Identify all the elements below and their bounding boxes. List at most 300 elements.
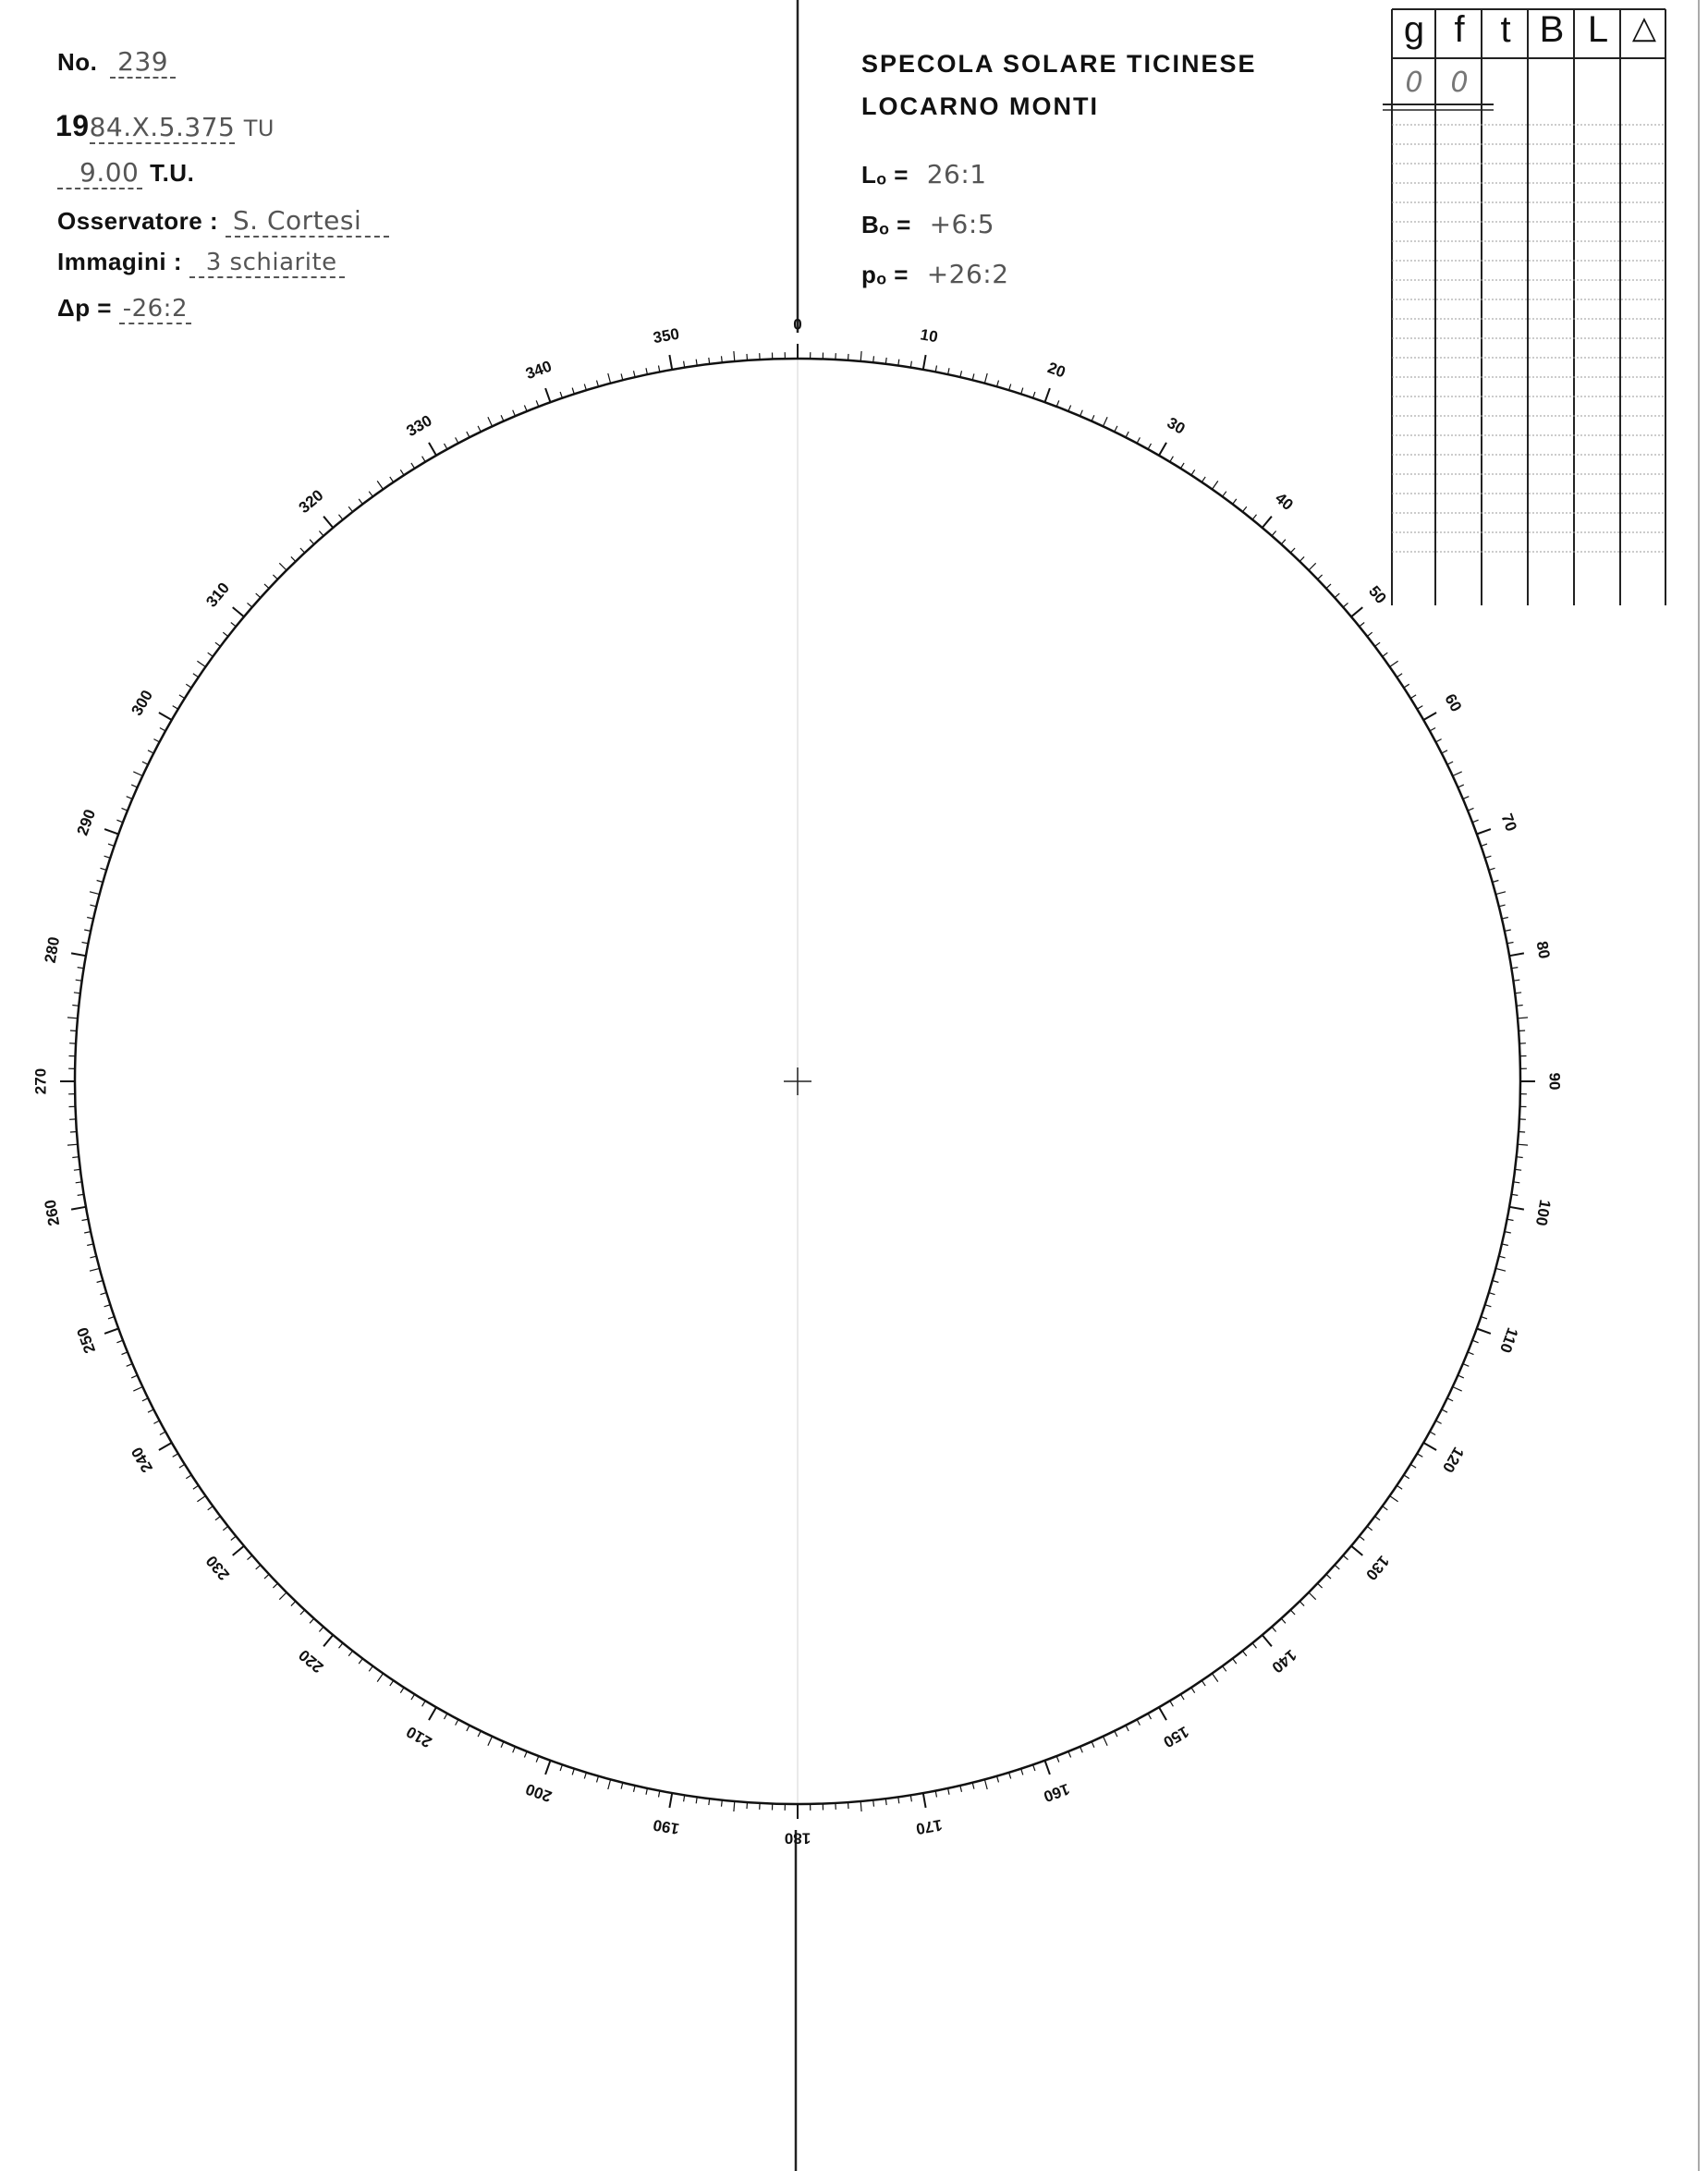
degree-label-60: 60 [1441, 690, 1466, 715]
degree-tick [1360, 1536, 1365, 1540]
degree-tick [1159, 1707, 1166, 1720]
degree-tick [1080, 1747, 1083, 1753]
degree-tick [948, 1788, 949, 1795]
degree-tick [1299, 1602, 1304, 1606]
degree-tick [848, 1802, 849, 1809]
table-header-l: L [1587, 9, 1609, 50]
degree-tick [179, 1464, 185, 1468]
degree-tick [456, 437, 458, 443]
degree-tick [1423, 713, 1436, 720]
degree-tick [634, 1786, 636, 1792]
degree-tick [133, 1387, 142, 1392]
degree-tick [501, 1741, 504, 1747]
delta-p-label: Δp = [57, 294, 112, 322]
degree-tick [1281, 540, 1286, 544]
degree-tick [90, 1268, 100, 1271]
degree-tick [456, 1720, 458, 1726]
degree-tick [1180, 1694, 1184, 1700]
degree-tick [1436, 739, 1442, 742]
degree-tick [90, 905, 96, 907]
degree-tick [1326, 584, 1331, 589]
degree-tick [923, 355, 926, 370]
degree-tick [1509, 953, 1524, 956]
degree-tick [1453, 1387, 1462, 1392]
degree-tick [1326, 1574, 1331, 1579]
degree-tick [1021, 1769, 1023, 1775]
degree-tick [1309, 1592, 1316, 1600]
degree-tick [1263, 517, 1272, 528]
degree-tick [1242, 506, 1246, 512]
degree-tick [1442, 1409, 1447, 1412]
degree-tick [1335, 1565, 1339, 1569]
degree-tick [422, 457, 426, 462]
degree-tick [215, 1517, 221, 1520]
degree-tick [1351, 1546, 1362, 1555]
degree-tick [1410, 1464, 1416, 1468]
degree-tick [1430, 728, 1435, 731]
degree-tick [1170, 1701, 1174, 1706]
degree-tick [467, 1726, 470, 1731]
degree-tick [1505, 930, 1511, 931]
degree-tick [1485, 856, 1492, 858]
degree-label-160: 160 [1041, 1779, 1072, 1806]
degree-tick [646, 368, 647, 374]
degree-tick [186, 1475, 191, 1479]
degree-tick [1477, 829, 1491, 834]
degree-tick [127, 797, 133, 799]
degree-tick [1033, 1764, 1035, 1771]
degree-tick [1383, 653, 1388, 656]
degree-tick [923, 1793, 926, 1808]
degree-label-280: 280 [41, 935, 64, 965]
degree-tick [1068, 406, 1071, 411]
degree-tick [369, 1666, 372, 1672]
degree-tick [1191, 1688, 1195, 1693]
degree-tick [323, 517, 333, 528]
degree-tick [1045, 1761, 1050, 1775]
degree-tick [197, 661, 205, 666]
degree-tick [1021, 388, 1023, 395]
degree-tick [193, 674, 199, 677]
date-value: 84.X.5.375 [89, 112, 236, 142]
degree-label-10: 10 [919, 325, 940, 347]
degree-tick [291, 556, 296, 561]
p0-label: pₒ = [861, 261, 909, 288]
degree-label-120: 120 [1438, 1444, 1468, 1476]
degree-tick [669, 1793, 672, 1808]
degree-tick [133, 772, 142, 776]
degree-tick [1442, 750, 1447, 753]
degree-label-180: 180 [784, 1829, 811, 1848]
degree-tick [131, 1375, 137, 1378]
degree-label-290: 290 [73, 807, 100, 838]
degree-tick [1447, 1398, 1453, 1401]
degree-tick [646, 1788, 647, 1795]
degree-tick [122, 1352, 128, 1355]
observatory-name: SPECOLA SOLARE TICINESE [861, 50, 1257, 78]
degree-label-260: 260 [41, 1198, 64, 1227]
degree-tick [400, 1688, 404, 1693]
degree-tick [467, 432, 470, 437]
degree-tick [248, 603, 252, 607]
degree-tick [524, 406, 527, 411]
degree-tick [173, 1454, 178, 1457]
degree-tick [1485, 1305, 1492, 1307]
degree-tick [323, 1635, 333, 1646]
degree-tick [87, 918, 93, 920]
degree-tick [1335, 593, 1339, 598]
degree-tick [1233, 499, 1237, 505]
degree-tick [90, 1256, 96, 1258]
table-header-b: B [1539, 9, 1565, 50]
degree-tick [84, 1232, 91, 1233]
degree-label-310: 310 [202, 579, 234, 611]
degree-tick [84, 930, 91, 931]
degree-label-270: 270 [31, 1067, 50, 1095]
degree-label-70: 70 [1497, 811, 1520, 834]
degree-tick [1404, 1475, 1409, 1479]
degree-label-90: 90 [1545, 1072, 1564, 1091]
degree-label-50: 50 [1365, 582, 1390, 607]
degree-tick [734, 1801, 735, 1811]
degree-tick [67, 1144, 78, 1145]
degree-tick [71, 1207, 86, 1210]
degree-tick [1390, 1496, 1398, 1502]
degree-tick [972, 373, 974, 380]
degree-tick [1495, 1268, 1506, 1271]
degree-tick [148, 750, 153, 753]
degree-label-250: 250 [73, 1324, 100, 1356]
degree-label-150: 150 [1160, 1722, 1192, 1751]
degree-tick [348, 506, 352, 512]
degree-tick [291, 1602, 296, 1606]
degree-tick [1233, 1659, 1237, 1665]
degree-tick [1115, 1731, 1117, 1737]
degree-tick [1390, 661, 1398, 666]
degree-tick [536, 1756, 539, 1762]
degree-tick [860, 351, 861, 361]
degree-tick [1056, 400, 1059, 407]
degree-tick [1252, 1643, 1256, 1649]
degree-tick [400, 470, 404, 475]
degree-tick [722, 356, 723, 362]
degree-tick [1033, 392, 1035, 398]
l0-label: Lₒ = [861, 161, 909, 189]
degree-tick [1351, 607, 1362, 616]
degree-tick [127, 1364, 133, 1367]
degree-tick [1263, 1635, 1272, 1646]
degree-tick [422, 1701, 426, 1706]
degree-tick [1517, 1157, 1523, 1158]
degree-tick [536, 400, 539, 407]
degree-tick [159, 1443, 172, 1450]
degree-tick [279, 563, 287, 570]
degree-tick [186, 684, 191, 688]
degree-tick [1126, 1726, 1128, 1731]
degree-tick [108, 1317, 115, 1319]
degree-tick [669, 355, 672, 370]
degree-tick [1318, 1583, 1323, 1588]
degree-label-40: 40 [1272, 489, 1297, 514]
degree-tick [359, 1659, 362, 1665]
degree-tick [390, 477, 394, 482]
degree-tick [264, 1574, 269, 1579]
degree-tick [1468, 1352, 1473, 1355]
degree-tick [513, 410, 516, 417]
l0-value: 26:1 [926, 159, 987, 189]
degree-tick [223, 1526, 228, 1530]
degree-label-140: 140 [1268, 1645, 1300, 1677]
degree-tick [621, 373, 623, 380]
degree-tick [1447, 762, 1453, 764]
table-header-t: t [1500, 9, 1511, 50]
degree-tick [545, 388, 550, 402]
degree-tick [300, 548, 305, 553]
degree-label-300: 300 [128, 687, 157, 719]
degree-tick [478, 1731, 481, 1737]
table-header-delta: △ [1631, 10, 1657, 45]
degree-tick [90, 892, 100, 895]
degree-tick [1499, 905, 1506, 907]
degree-tick [501, 415, 504, 421]
degree-tick [208, 653, 214, 656]
degree-tick [1468, 808, 1473, 811]
degree-label-350: 350 [652, 324, 681, 348]
degree-tick [142, 1398, 148, 1401]
degree-tick [1404, 684, 1409, 688]
degree-tick [545, 1761, 550, 1775]
table-header-f: f [1454, 9, 1465, 50]
degree-tick [193, 1485, 199, 1489]
degree-tick [1223, 492, 1226, 497]
degree-tick [1360, 623, 1365, 627]
degree-label-330: 330 [403, 411, 435, 441]
degree-tick [1092, 1741, 1094, 1747]
degree-tick [1137, 1720, 1140, 1726]
degree-tick [1519, 1132, 1525, 1133]
degree-tick [1463, 797, 1470, 799]
degree-tick [1252, 515, 1256, 520]
degree-tick [153, 1421, 159, 1423]
degree-tick [1458, 1375, 1463, 1378]
degree-tick [1115, 426, 1117, 432]
degree-tick [310, 1618, 314, 1623]
degree-tick [608, 373, 611, 384]
degree-tick [1223, 1666, 1226, 1672]
degree-tick [984, 1779, 987, 1789]
degree-label-130: 130 [1361, 1552, 1393, 1584]
degree-tick [300, 1610, 305, 1615]
degree-tick [1423, 1443, 1436, 1450]
degree-label-20: 20 [1045, 359, 1068, 382]
images-label: Immagini : [57, 248, 183, 275]
degree-tick [848, 354, 849, 360]
degree-tick [160, 1432, 165, 1434]
degree-tick [1309, 563, 1316, 570]
table-cell-g: 0 [1405, 67, 1423, 99]
degree-tick [71, 953, 86, 956]
degree-tick [104, 1305, 111, 1307]
degree-label-230: 230 [202, 1552, 234, 1584]
degree-tick [1318, 575, 1323, 579]
degree-label-320: 320 [295, 486, 327, 518]
degree-tick [104, 856, 111, 858]
degree-tick [1472, 820, 1479, 823]
degree-tick [256, 593, 261, 598]
degree-tick [1191, 470, 1195, 475]
degree-tick [1417, 706, 1422, 710]
degree-label-190: 190 [652, 1815, 681, 1838]
degree-label-30: 30 [1164, 413, 1189, 438]
degree-tick [572, 1769, 574, 1775]
year-prefix: 19 [55, 109, 90, 142]
degree-tick [1509, 1207, 1524, 1210]
degree-tick [747, 1802, 748, 1809]
degree-tick [104, 1329, 118, 1334]
degree-label-240: 240 [128, 1444, 157, 1476]
degree-tick [747, 354, 748, 360]
degree-label-200: 200 [523, 1779, 555, 1806]
images-value: 3 schiarite [189, 249, 345, 278]
degree-tick [377, 1674, 383, 1682]
degree-tick [1502, 1244, 1508, 1246]
degree-tick [72, 1157, 79, 1158]
date-suffix: TU [243, 116, 274, 141]
degree-tick [513, 1747, 516, 1753]
degree-tick [572, 388, 574, 395]
degree-tick [1299, 556, 1304, 561]
degree-tick [1477, 1329, 1491, 1334]
degree-tick [1272, 1627, 1276, 1631]
degree-tick [1453, 772, 1462, 776]
table-grid [1383, 9, 1665, 605]
b0-value: +6:5 [929, 209, 995, 239]
degree-tick [1104, 417, 1108, 426]
degree-tick [233, 607, 244, 616]
degree-tick [108, 844, 115, 846]
table-header-g: g [1403, 9, 1425, 50]
degree-tick [1272, 531, 1276, 536]
degree-tick [319, 1627, 323, 1631]
degree-tick [70, 1132, 77, 1133]
degree-tick [231, 1536, 237, 1540]
degree-tick [1148, 1714, 1151, 1719]
degree-tick [273, 575, 277, 579]
degree-tick [722, 1800, 723, 1807]
degree-tick [116, 1340, 122, 1343]
degree-tick [1126, 432, 1128, 437]
degree-tick [972, 1783, 974, 1789]
degree-tick [1213, 1674, 1218, 1682]
degree-tick [873, 1800, 874, 1807]
degree-tick [131, 785, 137, 787]
degree-tick [1343, 1555, 1348, 1560]
degree-tick [524, 1751, 527, 1757]
degree-tick [348, 1651, 352, 1656]
degree-tick [478, 426, 481, 432]
degree-tick [634, 371, 636, 377]
degree-tick [116, 820, 122, 823]
degree-tick [197, 1496, 205, 1502]
degree-tick [1092, 415, 1094, 421]
degree-tick [1367, 632, 1372, 636]
degree-tick [1367, 1526, 1372, 1530]
degree-tick [860, 1801, 861, 1811]
degree-tick [445, 444, 447, 449]
degree-tick [1202, 1680, 1205, 1686]
degree-tick [1180, 463, 1184, 469]
degree-tick [960, 371, 962, 377]
degree-tick [310, 540, 314, 544]
observatory-location: LOCARNO MONTI [861, 92, 1099, 120]
degree-tick [734, 351, 735, 361]
b0-label: Bₒ = [861, 211, 911, 238]
degree-tick [1417, 1454, 1422, 1457]
degree-tick [560, 392, 562, 398]
degree-tick [1159, 443, 1166, 456]
degree-tick [1463, 1364, 1470, 1367]
degree-tick [1137, 437, 1140, 443]
degree-tick [1505, 1232, 1511, 1233]
number-value: 239 [110, 46, 176, 79]
degree-tick [233, 1546, 244, 1555]
degree-tick [1281, 1618, 1286, 1623]
degree-label-170: 170 [914, 1815, 944, 1838]
degree-tick [339, 1643, 343, 1649]
time-value: 9.00 [57, 157, 142, 189]
degree-tick [1383, 1506, 1388, 1510]
degree-tick [1436, 1421, 1442, 1423]
degree-tick [273, 1583, 277, 1588]
degree-tick [411, 463, 415, 469]
degree-tick [142, 762, 148, 764]
degree-tick [1499, 1256, 1506, 1258]
degree-tick [223, 632, 228, 636]
degree-tick [1430, 1432, 1435, 1434]
observer-label: Osservatore : [57, 207, 219, 235]
time-label: T.U. [150, 159, 195, 187]
degree-tick [1343, 603, 1348, 607]
degree-tick [1481, 844, 1487, 846]
degree-tick [87, 1244, 93, 1246]
degree-tick [1458, 785, 1463, 787]
degree-tick [148, 1409, 153, 1412]
delta-p-value: -26:2 [119, 295, 191, 324]
degree-tick [104, 829, 118, 834]
degree-tick [1213, 481, 1218, 489]
degree-tick [411, 1694, 415, 1700]
number-label: No. [57, 48, 98, 76]
degree-tick [1170, 457, 1174, 462]
degree-tick [231, 623, 237, 627]
degree-tick [264, 584, 269, 589]
degree-tick [1375, 1517, 1381, 1520]
degree-tick [173, 706, 178, 710]
degree-tick [560, 1764, 562, 1771]
degree-tick [1290, 1610, 1295, 1615]
degree-label-0: 0 [793, 315, 802, 334]
degree-tick [488, 417, 493, 426]
degree-tick [1104, 1737, 1108, 1746]
degree-tick [208, 1506, 214, 1510]
degree-label-100: 100 [1531, 1198, 1555, 1227]
degree-label-340: 340 [523, 357, 555, 384]
degree-label-80: 80 [1532, 939, 1554, 960]
degree-label-110: 110 [1496, 1325, 1522, 1356]
degree-tick [359, 499, 362, 505]
degree-tick [1056, 1756, 1059, 1762]
degree-tick [1397, 674, 1402, 677]
